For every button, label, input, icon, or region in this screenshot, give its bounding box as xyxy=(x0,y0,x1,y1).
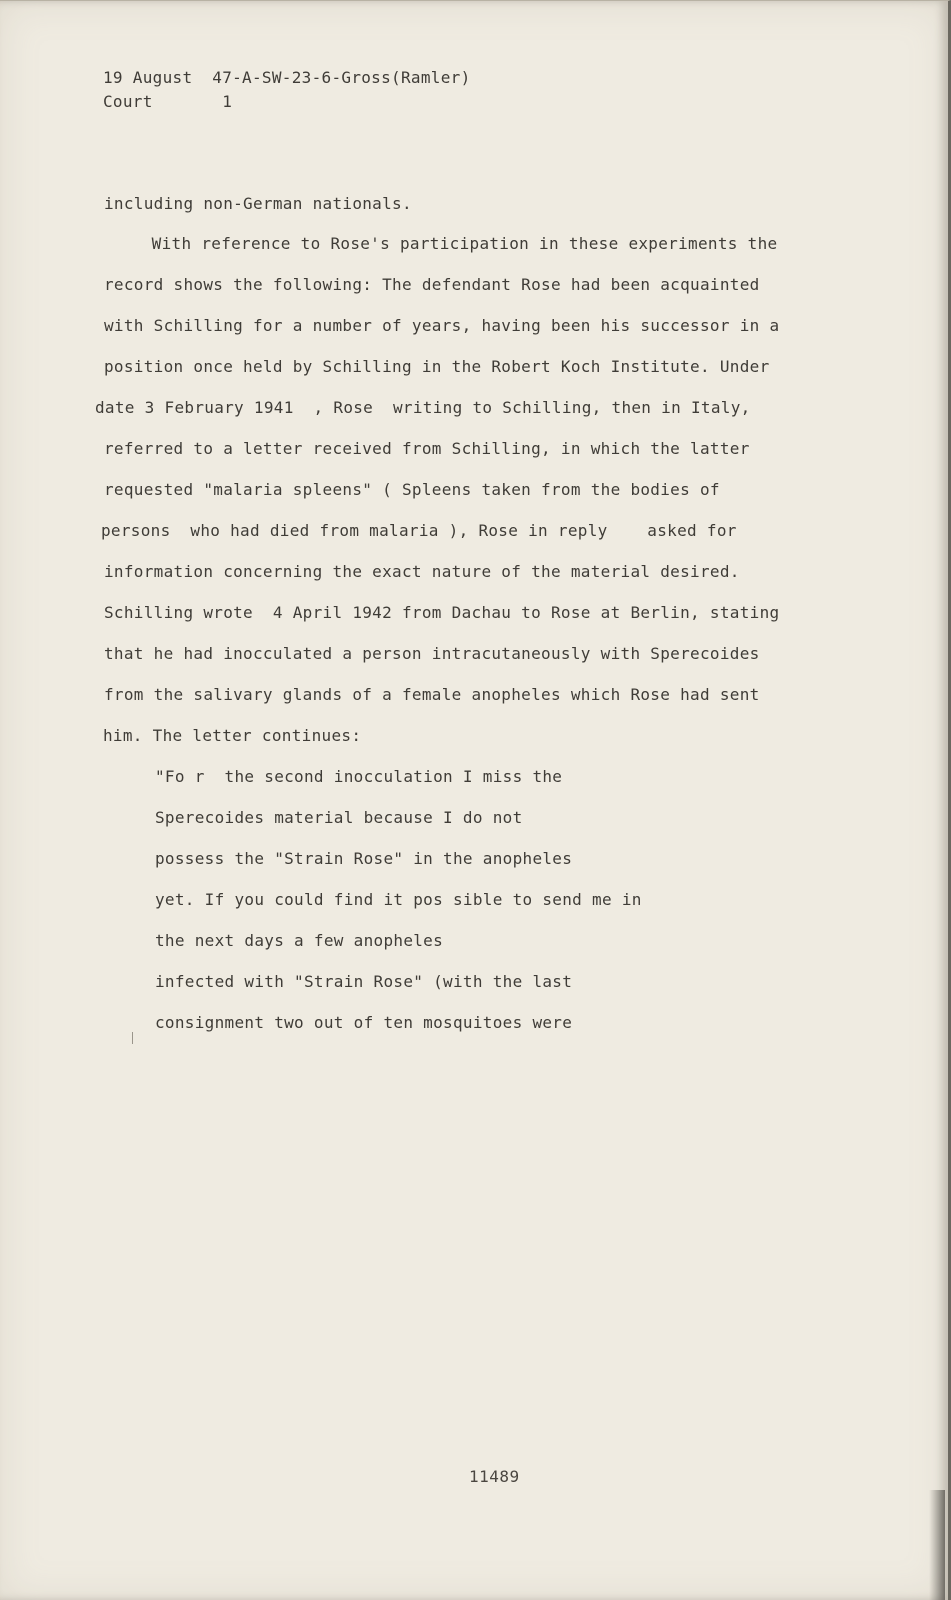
body-line: Schilling wrote 4 April 1942 from Dachau to Rose at Berlin, stating xyxy=(104,603,780,622)
body-line: referred to a letter received from Schilling, in which the latter xyxy=(104,439,750,458)
body-line: date 3 February 1941 , Rose writing to Schilling, then in Italy, xyxy=(95,398,751,417)
quote-line: the next days a few anopheles xyxy=(155,931,444,950)
page-corner-shadow xyxy=(929,1490,945,1600)
page-number: 11489 xyxy=(469,1467,520,1486)
margin-mark xyxy=(132,1032,133,1044)
body-line: persons who had died from malaria ), Rose in reply asked for xyxy=(101,521,737,540)
body-line: including non-German nationals. xyxy=(104,194,412,213)
quote-line: consignment two out of ten mosquitoes were xyxy=(155,1013,573,1032)
body-line: from the salivary glands of a female anopheles which Rose had sent xyxy=(104,685,760,704)
body-line: that he had inocculated a person intracutaneously with Sperecoides xyxy=(104,644,760,663)
body-line: With reference to Rose's participation in these experiments the xyxy=(102,234,778,253)
body-line: him. The letter continues: xyxy=(103,726,362,745)
body-line: requested "malaria spleens" ( Spleens taken from the bodies of xyxy=(104,480,720,499)
quote-line: possess the "Strain Rose" in the anopheles xyxy=(155,849,573,868)
header-date-reference: 19 August 47-A-SW-23-6-Gross(Ramler) xyxy=(103,68,471,87)
body-line: information concerning the exact nature of the material desired. xyxy=(104,562,740,581)
body-line: with Schilling for a number of years, having been his successor in a xyxy=(104,316,780,335)
quote-line: "Fo r the second inocculation I miss the xyxy=(155,767,563,786)
quote-line: yet. If you could find it pos sible to send me in xyxy=(155,890,642,909)
quote-line: infected with "Strain Rose" (with the last xyxy=(155,972,573,991)
body-line: position once held by Schilling in the Robert Koch Institute. Under xyxy=(104,357,770,376)
body-line: record shows the following: The defendant Rose had been acquainted xyxy=(104,275,760,294)
quote-line: Sperecoides material because I do not xyxy=(155,808,523,827)
header-court: Court 1 xyxy=(103,92,233,111)
